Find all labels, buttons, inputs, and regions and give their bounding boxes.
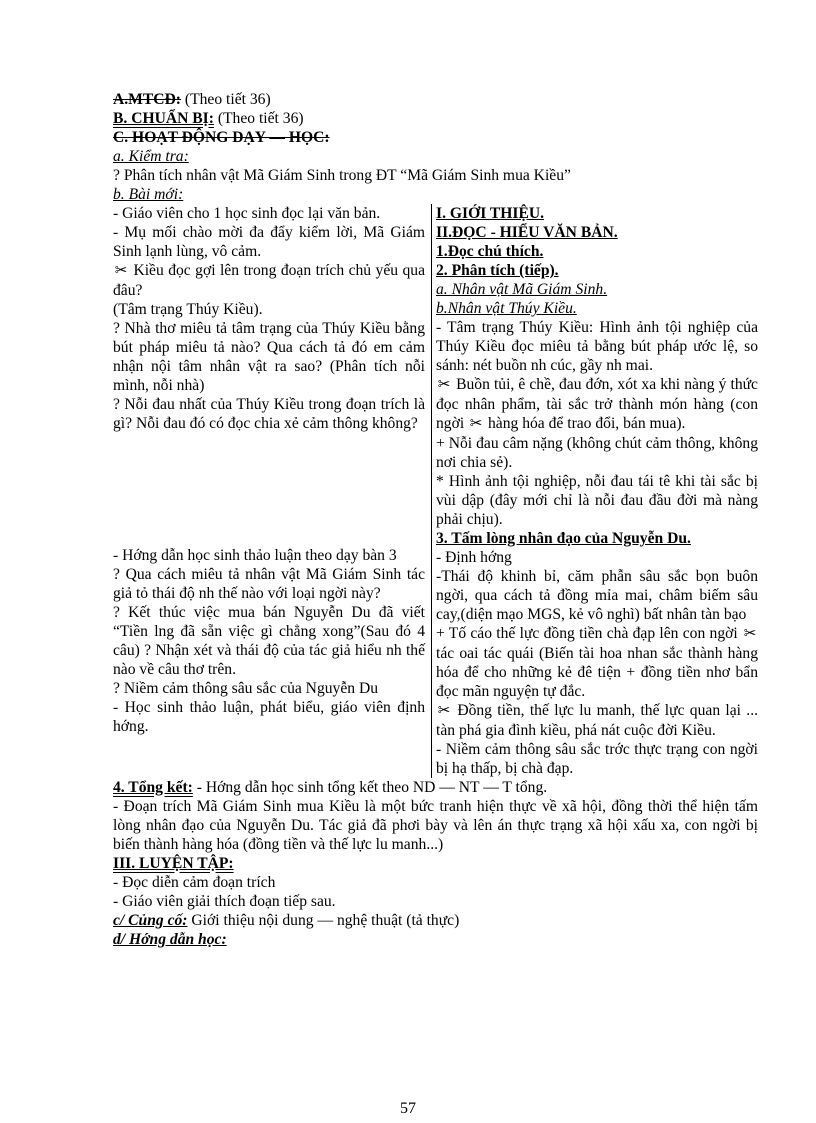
left-p6: ? Nỗi đau nhất của Thúy Kiều trong đoạn trích là gì? Nỗi đau đó có đọc chia xẻ cảm thông không?: [113, 396, 425, 432]
right-p2: Buồn tủi, ê chề, đau đớn, xót xa khi nàng ý thức đọc nhân phẩm, tài sắc trở thành món hàng (con ngời: [436, 376, 758, 432]
right-h4: 2. Phân tích (tiếp).: [436, 262, 559, 279]
baimoi-label: b. Bài mới:: [113, 186, 184, 203]
scissors-icon: ✂: [437, 703, 451, 719]
tongket-label: 4. Tổng kết:: [113, 779, 193, 796]
left-spacer-2: [113, 509, 425, 546]
right-p7-wrap: [436, 624, 758, 701]
scissors-icon: ✂: [437, 377, 451, 393]
content-column: [431, 204, 758, 778]
baimoi-heading: [113, 185, 758, 204]
right-p7: + Tố cáo thế lực đồng tiền chà đạp lên con ngời: [436, 625, 738, 642]
section-a-label: A.MTCĐ:: [113, 91, 181, 108]
left-p3-wrap: [113, 261, 425, 300]
right-h3: 1.Đọc chú thích.: [436, 243, 544, 260]
section-b: [113, 109, 758, 128]
right-h2: II.ĐỌC - HIỂU VĂN BẢN.: [436, 224, 618, 241]
right-p2-wrap: [436, 375, 758, 434]
scissors-icon: ✂: [743, 626, 757, 642]
left-p11: - Học sinh thảo luận, phát biểu, giáo viên định hớng.: [113, 699, 425, 735]
luyentap-heading: [113, 854, 758, 873]
document-page: [113, 90, 758, 949]
left-p5: ? Nhà thơ miêu tả tâm trạng của Thúy Kiều bằng bút pháp miêu tả nào? Qua cách tả đó em cảm nhận nội tâm nhân vật ra sao? (Phân tích nỗi mình, nỗi nhà): [113, 320, 425, 394]
section-c: [113, 128, 758, 147]
right-h1: I. GIỚI THIỆU.: [436, 205, 545, 222]
right-p8: Đồng tiền, thế lực lu manh, thế lực quan lại ... tàn phá gia đình kiều, phá nát cuộc đời Kiều.: [436, 702, 758, 739]
right-p3: + Nỗi đau câm nặng (không chút cảm thông, không nơi chia sẻ).: [436, 435, 758, 471]
luyentap-label: III. LUYỆN TẬP:: [113, 855, 234, 872]
cungco-label: c/ Củng cố:: [113, 912, 188, 929]
huongdan-label: d/ Hớng dẫn học:: [113, 931, 227, 948]
left-p10: ? Niềm cảm thông sâu sắc của Nguyễn Du: [113, 680, 379, 697]
luyentap-item-2: - Giáo viên giải thích đoạn tiếp sau.: [113, 893, 336, 910]
left-p1: - Giáo viên cho 1 học sinh đọc lại văn bản.: [113, 205, 381, 222]
two-column-table: [113, 204, 758, 778]
right-s1: a. Nhân vật Mã Giám Sinh.: [436, 281, 608, 298]
scissors-icon: ✂: [114, 263, 128, 279]
kiemtra-label: a. Kiểm tra:: [113, 148, 189, 165]
tongket-text: - Hớng dẫn học sinh tổng kết theo ND — NT — T tổng.: [192, 779, 548, 796]
left-spacer: [113, 433, 425, 509]
section-b-text: (Theo tiết 36): [213, 110, 304, 127]
left-p7: - Hớng dẫn học sinh thảo luận theo dạy bàn 3: [113, 547, 397, 564]
kiemtra-question: ? Phân tích nhân vật Mã Giám Sinh trong ĐT “Mã Giám Sinh mua Kiều”: [113, 167, 571, 184]
summary-paragraph: - Đoạn trích Mã Giám Sinh mua Kiều là một bức tranh hiện thực về xã hội, đồng thời thể hiện tấm lòng nhân đạo của Nguyễn Du. Tác giả đã phơi bày và lên án thực trạng xã hội xấu xa, con ngời bị biến thành hàng hóa (đồng tiền và thế lực lu manh...): [113, 798, 758, 853]
right-h5: 3. Tấm lòng nhân đạo của Nguyễn Du.: [436, 530, 691, 547]
left-p9: ? Kết thúc việc mua bán Nguyễn Du đã viết “Tiền lng đã sẵn việc gì chẳng xong”(Sau đó 4 câu) ? Nhận xét và thái độ của tác giả hiểu nh thế nào về câu thơ trên.: [113, 604, 425, 678]
luyentap-item-1: - Đọc diễn cảm đoạn trích: [113, 874, 276, 891]
tongket-line: [113, 778, 758, 797]
right-p7b: tác oai tác quái (Biến tài hoa nhan sắc thành hàng hóa để cho những kẻ đê tiện + đồng tiền nhơ bẩn đọc mãn nguyện tự đắc.: [436, 645, 758, 700]
page-number: 57: [400, 1100, 416, 1117]
section-b-label: B. CHUẨN BỊ:: [113, 110, 214, 127]
right-p2b: hàng hóa để trao đổi, bán mua).: [488, 415, 686, 432]
section-a: [113, 90, 758, 109]
section-a-text: (Theo tiết 36): [181, 91, 271, 108]
cungco-line: [113, 911, 758, 930]
huongdan-line: [113, 930, 758, 949]
kiemtra-heading: [113, 147, 758, 166]
right-p4: * Hình ảnh tội nghiệp, nỗi đau tái tê khi tài sắc bị vùi dập (đây mới chỉ là nỗi đau đầu đời mà nàng phải chịu).: [436, 473, 758, 528]
scissors-icon: ✂: [469, 416, 483, 432]
teacher-activities-column: [113, 204, 431, 778]
left-p8: ? Qua cách miêu tả nhân vật Mã Giám Sinh tác giả tỏ thái độ nh thế nào với loại ngời này?: [113, 566, 425, 602]
right-p6: -Thái độ khinh bỉ, căm phẫn sâu sắc bọn buôn ngời, qua cách tả đồng mỉa mai, châm biếm sâu cay,(diện mạo MGS, kẻ vô nghì) bất nhân tàn bạo: [436, 568, 758, 623]
right-p5: - Định hớng: [436, 549, 512, 566]
cungco-text: Giới thiệu nội dung — nghệ thuật (tả thực): [187, 912, 460, 929]
right-p9: - Niềm cảm thông sâu sắc trớc thực trạng con ngời bị hạ thấp, bị chà đạp.: [436, 741, 758, 777]
right-p8-wrap: [436, 701, 758, 740]
right-s2: b.Nhân vật Thúy Kiều.: [436, 300, 577, 317]
left-p3: Kiều đọc gợi lên trong đoạn trích chủ yếu qua đâu?: [113, 262, 426, 299]
section-c-label: C. HOẠT ĐỘNG DẠY — HỌC:: [113, 129, 330, 146]
left-p4: (Tâm trạng Thúy Kiều).: [113, 301, 263, 318]
left-p2: - Mụ mối chào mời đa đẩy kiểm lời, Mã Giám Sinh lạnh lùng, vô cảm.: [113, 224, 425, 260]
right-p1: - Tâm trạng Thúy Kiều: Hình ảnh tội nghiệp của Thúy Kiều đọc miêu tả bằng bút pháp ước lệ, so sánh: nét buồn nh cúc, gầy nh mai.: [436, 319, 758, 374]
